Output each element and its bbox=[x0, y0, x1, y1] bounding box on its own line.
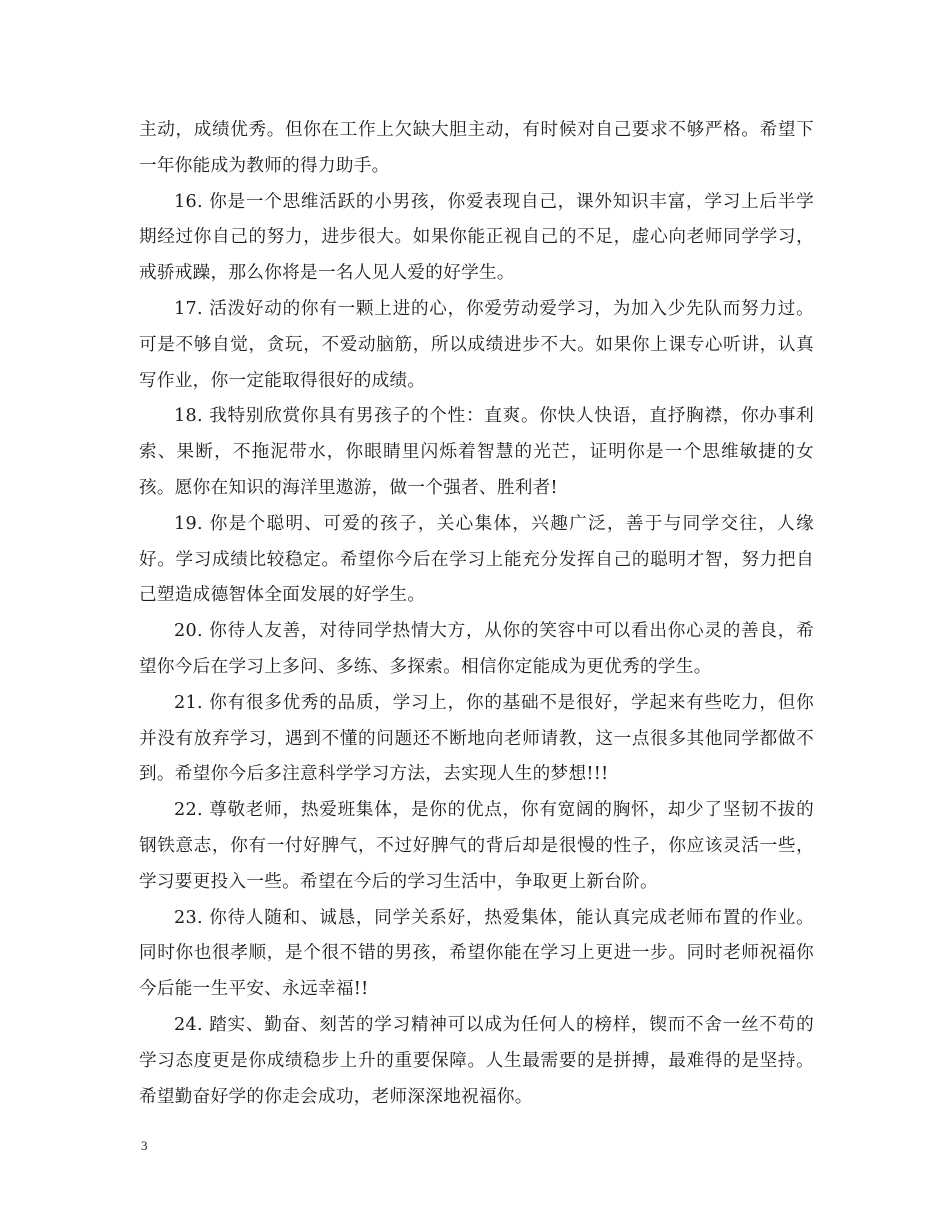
paragraph-comment-17: 17. 活泼好动的你有一颗上进的心，你爱劳动爱学习，为加入少先队而努力过。可是不够自觉，贪玩，不爱动脑筋，所以成绩进步不大。如果你上课专心听讲，认真写作业，你一定能取得很好的成绩。 bbox=[139, 298, 814, 391]
paragraph-comment-21: 21. 你有很多优秀的品质，学习上，你的基础不是很好，学起来有些吃力，但你并没有放弃学习，遇到不懂的问题还不断地向老师请教，这一点很多其他同学都做不到。希望你今后多注意科学学习方法，去实现人生的梦想!!! bbox=[139, 692, 814, 785]
paragraph-comment-24: 24. 踏实、勤奋、刻苦的学习精神可以成为任何人的榜样，锲而不舍一丝不苟的学习态度更是你成绩稳步上升的重要保障。人生最需要的是拼搏，最难得的是坚持。希望勤奋好学的你走会成功，老师深深地祝福你。 bbox=[139, 1014, 814, 1107]
page-number: 3 bbox=[141, 1138, 148, 1153]
paragraph-comment-16: 16. 你是一个思维活跃的小男孩，你爱表现自己，课外知识丰富，学习上后半学期经过你自己的努力，进步很大。如果你能正视自己的不足，虚心向老师同学学习，戒骄戒躁，那么你将是一名人见人爱的好学生。 bbox=[139, 191, 814, 284]
paragraph-comment-19: 19. 你是个聪明、可爱的孩子，关心集体，兴趣广泛，善于与同学交往，人缘好。学习成绩比较稳定。希望你今后在学习上能充分发挥自己的聪明才智，努力把自己塑造成德智体全面发展的好学生。 bbox=[139, 513, 814, 606]
paragraph-comment-22: 22. 尊敬老师，热爱班集体，是你的优点，你有宽阔的胸怀，却少了坚韧不拔的钢铁意志，你有一付好脾气，不过好脾气的背后却是很慢的性子，你应该灵活一些，学习要更投入一些。希望在今后的学习生活中，争取更上新台阶。 bbox=[139, 800, 814, 892]
paragraph-continuation: 主动，成绩优秀。但你在工作上欠缺大胆主动，有时候对自己要求不够严格。希望下一年你能成为教师的得力助手。 bbox=[139, 120, 814, 176]
paragraph-comment-18: 18. 我特别欣赏你具有男孩子的个性：直爽。你快人快语，直抒胸襟，你办事利索、果断，不拖泥带水，你眼睛里闪烁着智慧的光芒，证明你是一个思维敏捷的女孩。愿你在知识的海洋里遨游，做一个强者、胜利者! bbox=[139, 406, 814, 498]
document-body bbox=[139, 113, 814, 1115]
paragraph-comment-23: 23. 你待人随和、诚恳，同学关系好，热爱集体，能认真完成老师布置的作业。同时你也很孝顺，是个很不错的男孩，希望你能在学习上更进一步。同时老师祝福你今后能一生平安、永远幸福!! bbox=[139, 907, 814, 1000]
paragraph-comment-20: 20. 你待人友善，对待同学热情大方，从你的笑容中可以看出你心灵的善良，希望你今后在学习上多问、多练、多探索。相信你定能成为更优秀的学生。 bbox=[139, 621, 814, 677]
